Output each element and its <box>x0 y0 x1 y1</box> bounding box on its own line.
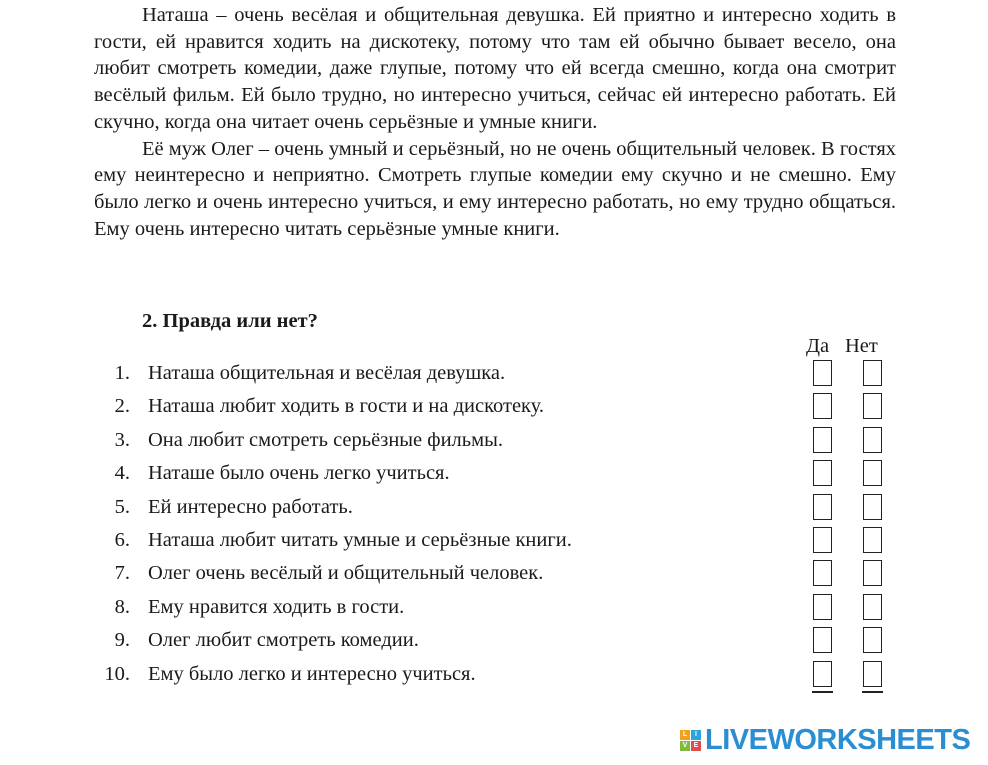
question-row <box>0 493 988 526</box>
question-text: Ему было легко и интересно учиться. <box>148 662 476 685</box>
logo-text: LIVEWORKSHEETS <box>705 724 971 756</box>
logo-mark-letter: V <box>680 741 690 751</box>
answer-no-checkbox[interactable] <box>863 661 882 687</box>
answer-yes-checkbox[interactable] <box>813 560 832 586</box>
question-number: 5. <box>114 495 130 518</box>
answer-no-checkbox[interactable] <box>863 627 882 653</box>
liveworksheets-logo-icon <box>680 730 701 751</box>
answer-no-checkbox[interactable] <box>863 494 882 520</box>
answer-yes-checkbox[interactable] <box>813 661 832 687</box>
answer-no-checkbox[interactable] <box>863 393 882 419</box>
question-row <box>0 359 988 392</box>
answer-yes-checkbox[interactable] <box>813 527 832 553</box>
answer-yes-checkbox[interactable] <box>813 460 832 486</box>
answer-yes-checkbox[interactable] <box>813 594 832 620</box>
answer-no-checkbox[interactable] <box>863 594 882 620</box>
column-bottom-rule <box>812 691 833 693</box>
question-text: Она любит смотреть серьёзные фильмы. <box>148 428 503 451</box>
column-header-no: Нет <box>845 335 878 357</box>
question-number: 9. <box>114 629 130 652</box>
question-number: 1. <box>114 362 130 384</box>
question-row <box>0 559 988 592</box>
question-row <box>0 526 988 559</box>
answer-yes-checkbox[interactable] <box>813 427 832 453</box>
question-row <box>0 660 988 693</box>
passage-paragraph-1: Наташа – очень весёлая и общительная девушка. Ей приятно и интересно ходить в гости, ей нравится ходить на дискотеку, потому что там ей обычно бывает весело, она любит смотреть комедии, даже глупые, потому что ей всегда смешно, когда она смотрит весёлый фильм. Ей было трудно, но интересно учиться, сейчас ей интересно работать. Ей скучно, когда она читает очень серьёзные и умные книги. <box>94 4 896 133</box>
question-number: 3. <box>114 428 130 451</box>
question-text: Наташа общительная и весёлая девушка. <box>148 362 506 384</box>
answer-no-checkbox[interactable] <box>863 360 882 386</box>
reading-passage <box>94 2 896 242</box>
logo-mark-letter: L <box>680 730 690 740</box>
answer-yes-checkbox[interactable] <box>813 494 832 520</box>
question-text: Наташе было очень легко учиться. <box>148 462 450 485</box>
question-row <box>0 426 988 459</box>
exercise-title: 2. Правда или нет? <box>142 310 318 332</box>
column-bottom-rule <box>862 691 883 693</box>
question-number: 2. <box>114 395 130 418</box>
question-number: 4. <box>114 462 130 485</box>
passage-paragraph-2: Её муж Олег – очень умный и серьёзный, но не очень общительный человек. В гостях ему неинтересно и неприятно. Смотреть глупые комедии ему скучно и не смешно. Ему было легко и очень интересно учиться, и ему интересно работать, но ему трудно общаться. Ему очень интересно читать серьёзные умные книги. <box>94 137 896 240</box>
question-text: Олег очень весёлый и общительный человек. <box>148 562 544 585</box>
question-row <box>0 459 988 492</box>
logo-mark-letter: I <box>691 730 701 740</box>
question-number: 10. <box>104 662 130 685</box>
question-text: Ему нравится ходить в гости. <box>148 595 405 618</box>
answer-no-checkbox[interactable] <box>863 560 882 586</box>
question-number: 6. <box>114 529 130 551</box>
question-number: 8. <box>114 595 130 618</box>
question-number: 7. <box>114 562 130 585</box>
question-text: Наташа любит ходить в гости и на дискотеку. <box>148 395 545 418</box>
liveworksheets-logo <box>680 725 970 755</box>
logo-mark-letter: E <box>691 741 701 751</box>
answer-yes-checkbox[interactable] <box>813 627 832 653</box>
question-row <box>0 593 988 626</box>
column-header-yes: Да <box>806 335 830 357</box>
question-text: Ей интересно работать. <box>148 495 353 518</box>
answer-no-checkbox[interactable] <box>863 427 882 453</box>
answer-yes-checkbox[interactable] <box>813 393 832 419</box>
answer-yes-checkbox[interactable] <box>813 360 832 386</box>
question-row <box>0 626 988 659</box>
answer-no-checkbox[interactable] <box>863 527 882 553</box>
question-text: Наташа любит читать умные и серьёзные книги. <box>148 529 572 551</box>
question-row <box>0 392 988 425</box>
answer-no-checkbox[interactable] <box>863 460 882 486</box>
question-text: Олег любит смотреть комедии. <box>148 629 419 652</box>
